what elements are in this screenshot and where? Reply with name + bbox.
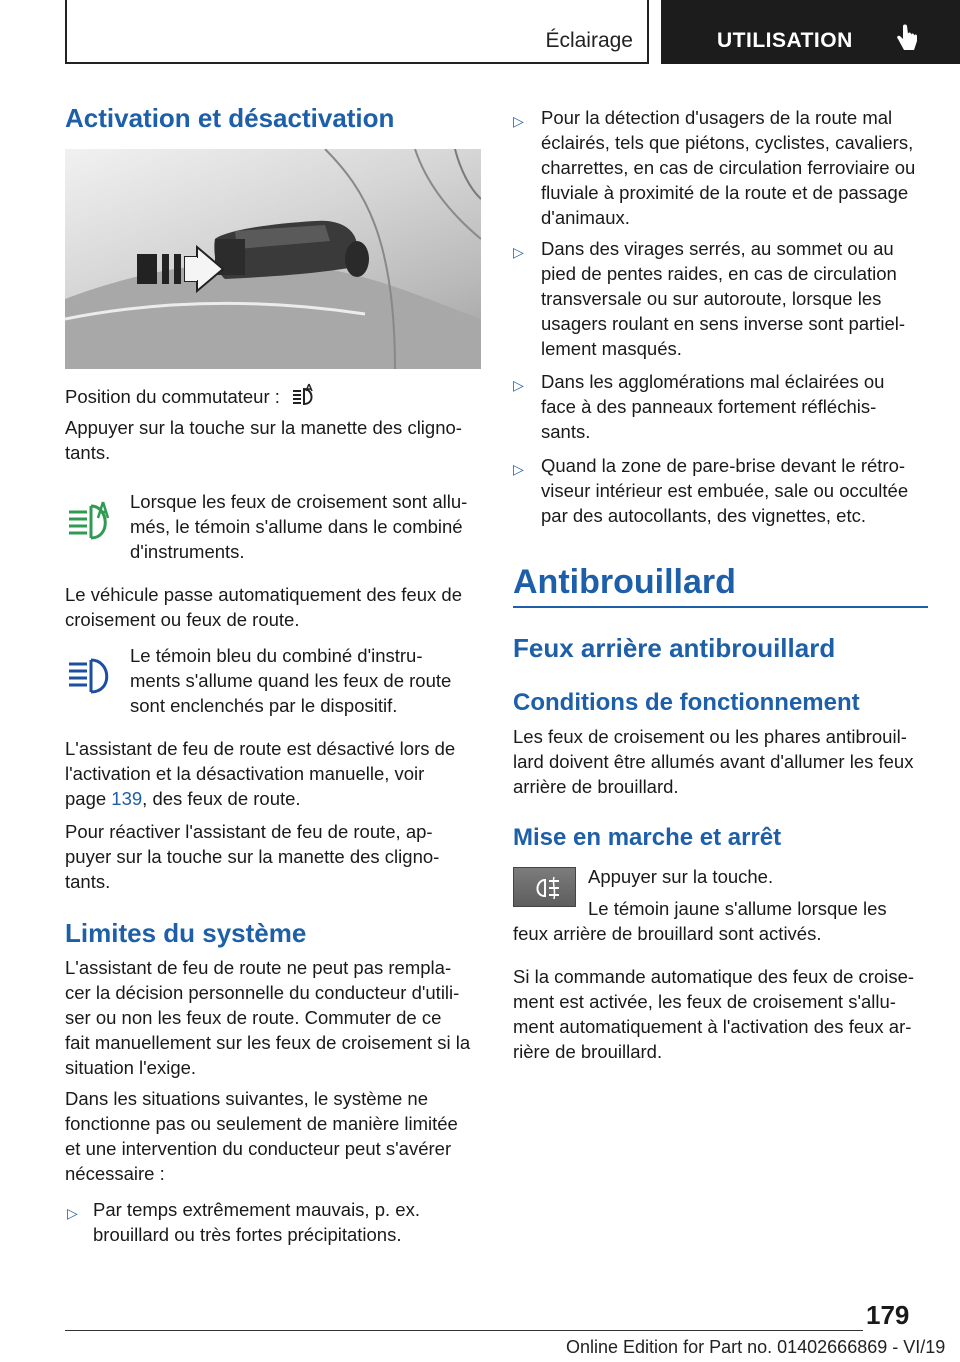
para-conditions: Les feux de croisement ou les phares antibrouil- lard doivent être allumés avant d'allumer les feux arrière de brouillard. <box>513 726 914 797</box>
para-press-stalk: Appuyer sur la touche sur la manette des cligno- tants. <box>65 417 462 463</box>
heading-antibrouillard: Antibrouillard <box>513 563 736 601</box>
para-situations: Dans les situations suivantes, le système ne fonctionne pas ou seulement de manière limitée et une intervention du conducteur peut s'avérer nécessaire : <box>65 1088 458 1184</box>
bullet-triangle-icon: ▷ <box>513 377 524 393</box>
rear-fog-icon <box>514 868 577 908</box>
bullet-weather: Par temps extrêmement mauvais, p. ex. brouillard ou très fortes précipitations. <box>93 1199 420 1245</box>
para-auto-switch: Le véhicule passe automatiquement des feux de croisement ou feux de route. <box>65 584 462 630</box>
caption-switch-position <box>65 383 317 409</box>
high-beam-assist-green-icon <box>67 500 115 542</box>
bullet-triangle-icon: ▷ <box>513 244 524 260</box>
rear-fog-button[interactable] <box>513 867 576 907</box>
bullet-users: Pour la détection d'usagers de la route mal éclairés, tels que piétons, cyclistes, cavaliers, charrettes, en cas de circulation ferroviaire ou fluviale à proximité de la route et de passage d'animaux. <box>541 107 916 228</box>
heading-on-off: Mise en marche et arrêt <box>513 824 782 851</box>
para-reactivation: Pour réactiver l'assistant de feu de route, ap- puyer sur la touche sur la manette des cligno- tants. <box>65 821 440 892</box>
hand-pointer-icon <box>894 24 920 54</box>
para-deactivation: L'assistant de feu de route est désactivé lors de l'activation et la désactivation manuelle, voir page 139, des feux de route. <box>65 738 456 809</box>
bullet-triangle-icon: ▷ <box>513 113 524 129</box>
heading-conditions: Conditions de fonctionnement <box>513 689 860 716</box>
note-blue-indicator: Le témoin bleu du combiné d'instru- ments s'allume quand les feux de route sont enclenchés par le dispositif. <box>130 645 452 716</box>
stalk-photo <box>65 149 481 369</box>
high-beam-blue-icon <box>67 656 115 696</box>
page-link-139[interactable]: 139 <box>111 788 143 809</box>
para-auto-lowbeam: Si la commande automatique des feux de croise- ment est activée, les feux de croisement s'allu- ment automatiquement à l'activation des feux ar- rière de brouillard. <box>513 966 915 1062</box>
bullet-curves: Dans des virages serrés, au sommet ou au pied de pentes raides, en cas de circulation transversale ou sur autoroute, lorsque les usagers roulant en sens inverse sont partiel- lement masqués. <box>541 238 906 359</box>
note-lowbeam-indicator: Lorsque les feux de croisement sont allu- més, le témoin s'allume dans le combiné d'instruments. <box>130 491 468 562</box>
heading-activation: Activation et désactivation <box>65 103 395 133</box>
header-chapter-box <box>65 0 649 64</box>
para-limits: L'assistant de feu de route ne peut pas rempla- cer la décision personnelle du conducteur d'utili- ser ou non les feux de route. Commuter de ce fait manuellement sur les feux de croisement si la situation l'exige. <box>65 957 471 1078</box>
bullet-triangle-icon: ▷ <box>513 461 524 477</box>
stalk-illustration <box>65 149 481 369</box>
footer-edition: Online Edition for Part no. 01402666869 - VI/19 <box>566 1337 946 1357</box>
caption-text: Position du commutateur : <box>65 386 280 407</box>
page-number: 179 <box>866 1300 910 1330</box>
para-yellow-l1: Le témoin jaune s'allume lorsque les <box>588 898 887 919</box>
para-yellow-l2: feux arrière de brouillard sont activés. <box>513 923 822 944</box>
bullet-windshield: Quand la zone de pare-brise devant le rétro- viseur intérieur est embuée, sale ou occultée par des autocollants, des vignettes, etc. <box>541 455 909 526</box>
chapter-title: Éclairage <box>545 29 633 52</box>
section-label: UTILISATION <box>717 29 853 52</box>
header-section-box <box>661 0 960 64</box>
heading-limits: Limites du système <box>65 918 307 948</box>
para-press-button: Appuyer sur la touche. <box>588 866 774 887</box>
bullet-triangle-icon: ▷ <box>67 1205 78 1221</box>
heading-rear-fog: Feux arrière antibrouillard <box>513 633 836 663</box>
high-beam-assist-icon <box>291 383 317 407</box>
section-rule <box>513 606 928 608</box>
bullet-towns: Dans les agglomérations mal éclairées ou face à des panneaux fortement réfléchis- sants. <box>541 371 885 442</box>
footer-rule <box>65 1330 863 1331</box>
